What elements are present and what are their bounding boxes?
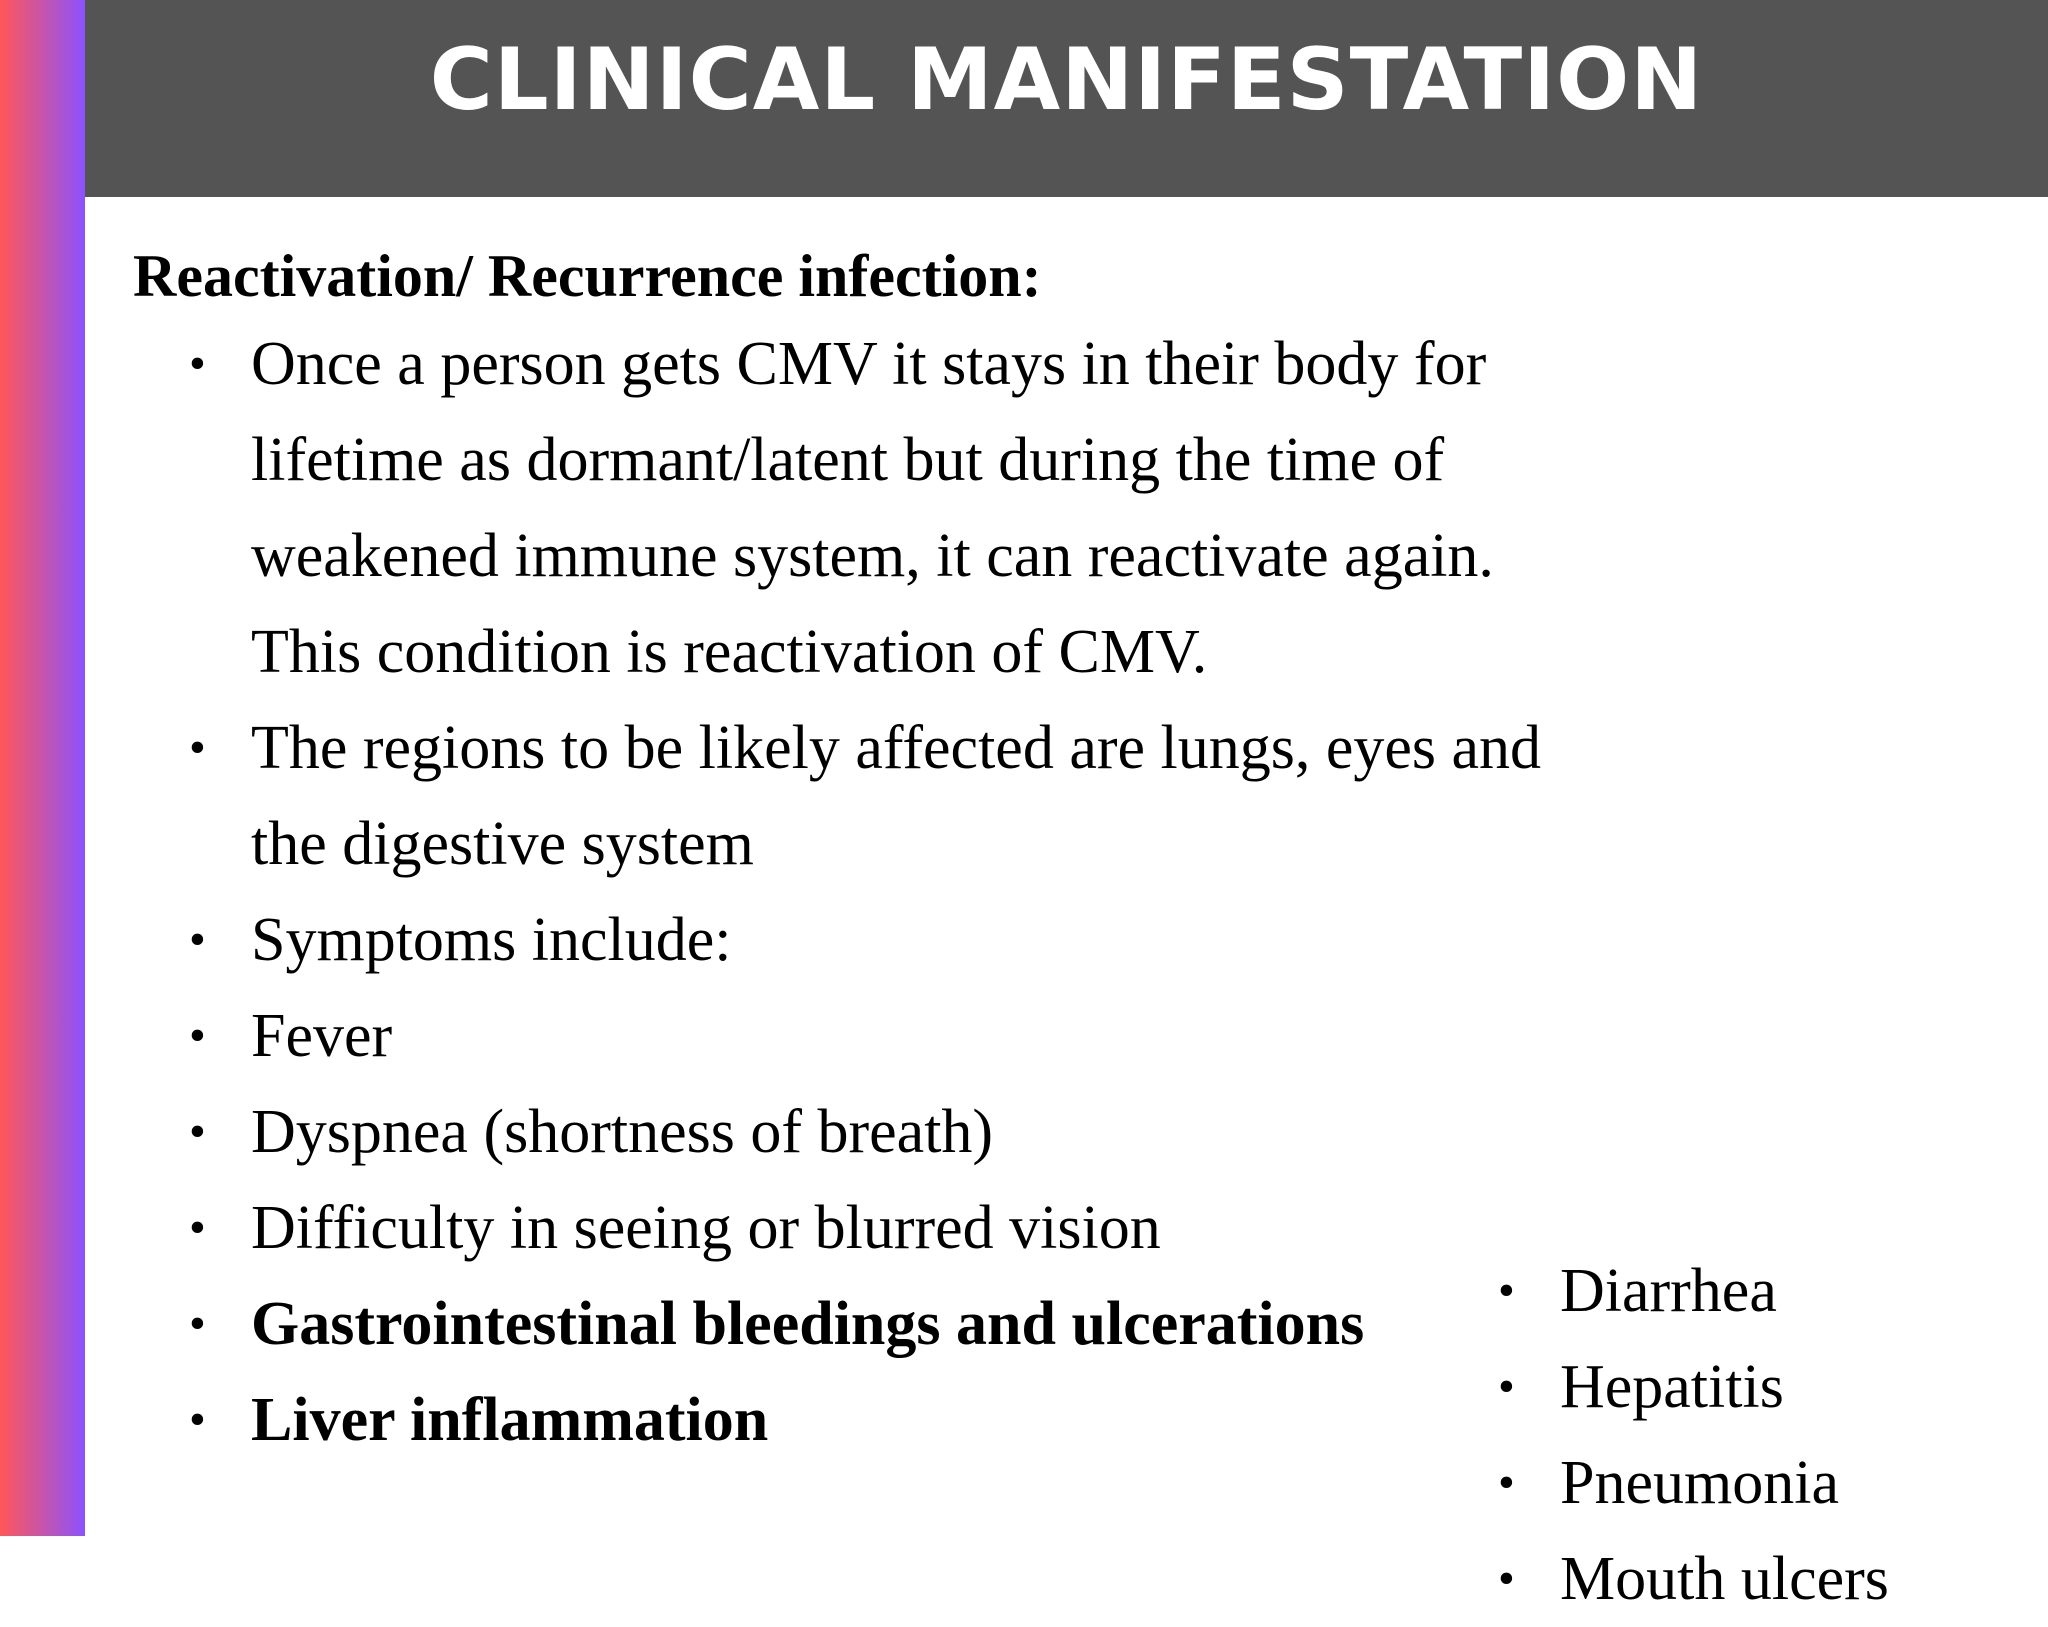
bullet-dot-icon: • <box>189 337 206 390</box>
slide-content <box>133 240 2013 1613</box>
symptom-mouth-ulcers <box>1498 1531 2040 1627</box>
bullet-dot-icon: • <box>189 1105 206 1158</box>
bullet-reactivation <box>189 316 1851 700</box>
symptom-label: Diarrhea <box>1560 1257 1777 1325</box>
bullet-line: The regions to be likely affected are lungs, eyes and <box>251 714 1542 782</box>
symptom-label: Dyspnea (shortness of breath) <box>251 1098 994 1166</box>
slide-header <box>85 0 2048 197</box>
symptom-label: Mouth ulcers <box>1560 1545 1889 1613</box>
bullet-line: Once a person gets CMV it stays in their body for <box>251 330 1487 398</box>
symptom-diarrhea <box>1498 1243 2040 1339</box>
bullet-regions <box>189 700 1851 892</box>
right-symptom-list <box>1498 1243 2040 1627</box>
section-heading: Reactivation/ Recurrence infection: <box>133 243 1042 309</box>
bullet-line: This condition is reactivation of CMV. <box>251 618 1208 686</box>
symptom-label: Difficulty in seeing or blurred vision <box>251 1194 1161 1262</box>
bullet-dot-icon: • <box>1498 1456 1515 1509</box>
symptom-fever <box>189 988 1851 1084</box>
bullet-line: Symptoms include: <box>251 906 732 974</box>
bullet-dot-icon: • <box>189 1393 206 1446</box>
bullet-dot-icon: • <box>189 1009 206 1062</box>
symptom-label: Pneumonia <box>1560 1449 1839 1517</box>
symptom-label: Hepatitis <box>1560 1353 1784 1421</box>
symptom-dyspnea <box>189 1084 1851 1180</box>
bullet-symptoms-intro <box>189 892 1851 988</box>
bullet-dot-icon: • <box>1498 1552 1515 1605</box>
bullet-dot-icon: • <box>189 1297 206 1350</box>
symptom-label: Fever <box>251 1002 393 1070</box>
symptom-hepatitis <box>1498 1339 2040 1435</box>
bullet-dot-icon: • <box>1498 1360 1515 1413</box>
decorative-side-stripe <box>0 0 85 1536</box>
bullet-dot-icon: • <box>189 721 206 774</box>
bullet-dot-icon: • <box>1498 1264 1515 1317</box>
bullet-line: weakened immune system, it can reactivate again. <box>251 522 1494 590</box>
symptom-label: Liver inflammation <box>251 1386 769 1454</box>
slide-title: CLINICAL MANIFESTATION <box>429 30 1704 130</box>
bullet-line: lifetime as dormant/latent but during the time of <box>251 426 1445 494</box>
symptom-pneumonia <box>1498 1435 2040 1531</box>
bullet-line: the digestive system <box>251 810 754 878</box>
bullet-dot-icon: • <box>189 1201 206 1254</box>
bullet-dot-icon: • <box>189 913 206 966</box>
symptom-label: Gastrointestinal bleedings and ulcerations <box>251 1290 1365 1358</box>
